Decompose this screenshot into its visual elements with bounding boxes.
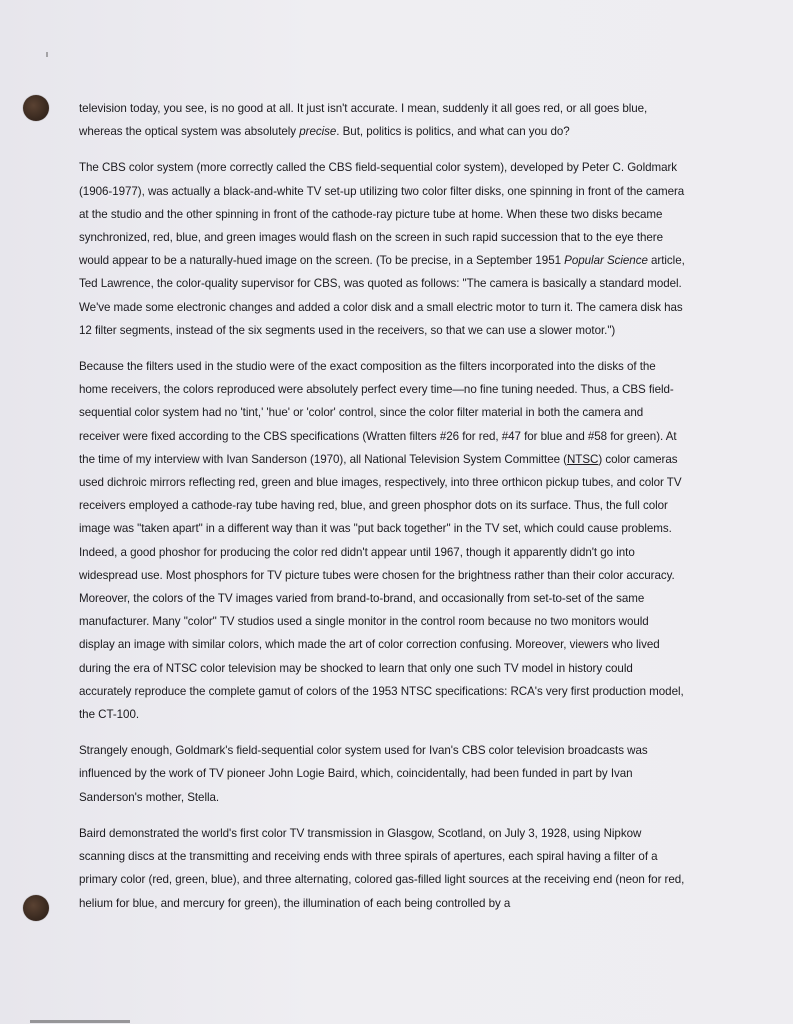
text-run: Baird demonstrated the world's first color TV transmission in Glasgow, Scotland, on July 3, 1928, using Nipkow scanning discs at the transmitting and receiving ends with three spirals of apertures, each spiral having a filter of a primary color (red, green, blue), and three alternating, colored gas-filled light sources at the receiving end (neon for red, helium for blue, and mercury for green), the illumination of each being controlled by a	[79, 826, 685, 910]
text-run: Strangely enough, Goldmark's field-sequential color system used for Ivan's CBS color television broadcasts was influenced by the work of TV pioneer John Logie Baird, which, coincidentally, had been funded in part by Ivan Sanderson's mother, Stella.	[79, 744, 648, 804]
binder-hole-bottom	[23, 895, 49, 921]
text-run: . But, politics is politics, and what can you do?	[336, 125, 570, 139]
paper-speck	[46, 52, 48, 57]
text-run: Because the filters used in the studio were of the exact composition as the filters incorporated into the disks of the home receivers, the colors reproduced were absolutely perfect every time—no fine tuning needed. Thus, a CBS field-sequential color system had no 'tint,' 'hue' or 'color' control, since the color filter material in both the camera and receiver were fixed according to the CBS specifications (Wratten filters #26 for red, #47 for blue and #58 for green). At the time of my interview with Ivan Sanderson (1970), all National Television System Committee (	[79, 360, 677, 466]
paragraph	[79, 822, 685, 915]
body-text	[79, 97, 685, 928]
paragraph	[79, 156, 685, 342]
text-run: ) color cameras used dichroic mirrors reflecting red, green and blue images, respectively, into three orthicon pickup tubes, and color TV receivers employed a cathode-ray tube having red, blue, and green phosphor dots on its surface. Thus, the full color image was "taken apart" in a different way than it was "put back together" in the TV set, which could cause problems. Indeed, a good phoshor for producing the color red didn't appear until 1967, though it apparently didn't go into widespread use. Most phosphors for TV picture tubes were chosen for the brightness rather than their color accuracy. Moreover, the colors of the TV images varied from brand-to-brand, and occasionally from set-to-set of the same manufacturer. Many "color" TV studios used a single monitor in the control room because no two monitors would display an image with similar colors, which made the art of color correction confusing. Moreover, viewers who lived during the era of NTSC color television may be shocked to learn that only one such TV model in history could accurately reproduce the complete gamut of colors of the 1953 NTSC specifications: RCA's very first production model, the CT-100.	[79, 452, 684, 722]
scan-edge-mark	[30, 1020, 130, 1023]
paragraph	[79, 355, 685, 726]
italic-text: Popular Science	[564, 254, 648, 268]
text-run: article, Ted Lawrence, the color-quality supervisor for CBS, was quoted as follows: "The camera is basically a standard model. We've made some electronic changes and added a color disk and a small electric motor to turn it. The camera disk has 12 filter segments, instead of the six segments used in the receivers, so that we can use a slower motor.")	[79, 254, 685, 337]
paragraph	[79, 739, 685, 809]
italic-text: precise	[299, 125, 337, 139]
binder-hole-top	[23, 95, 49, 121]
underlined-text: NTSC	[566, 452, 599, 466]
text-run: television today, you see, is no good at all. It just isn't accurate. I mean, suddenly it all goes red, or all goes blue, whereas the optical system was absolutely	[79, 102, 648, 139]
paragraph	[79, 97, 685, 143]
text-run: The CBS color system (more correctly called the CBS field-sequential color system), developed by Peter C. Goldmark (1906-1977), was actually a black-and-white TV set-up utilizing two color filter disks, one spinning in front of the camera at the studio and the other spinning in front of the cathode-ray picture tube at home. When these two disks became synchronized, red, blue, and green images would flash on the screen in such rapid succession that to the eye there would appear to be a naturally-hued image on the screen. (To be precise, in a September 1951	[79, 161, 685, 268]
